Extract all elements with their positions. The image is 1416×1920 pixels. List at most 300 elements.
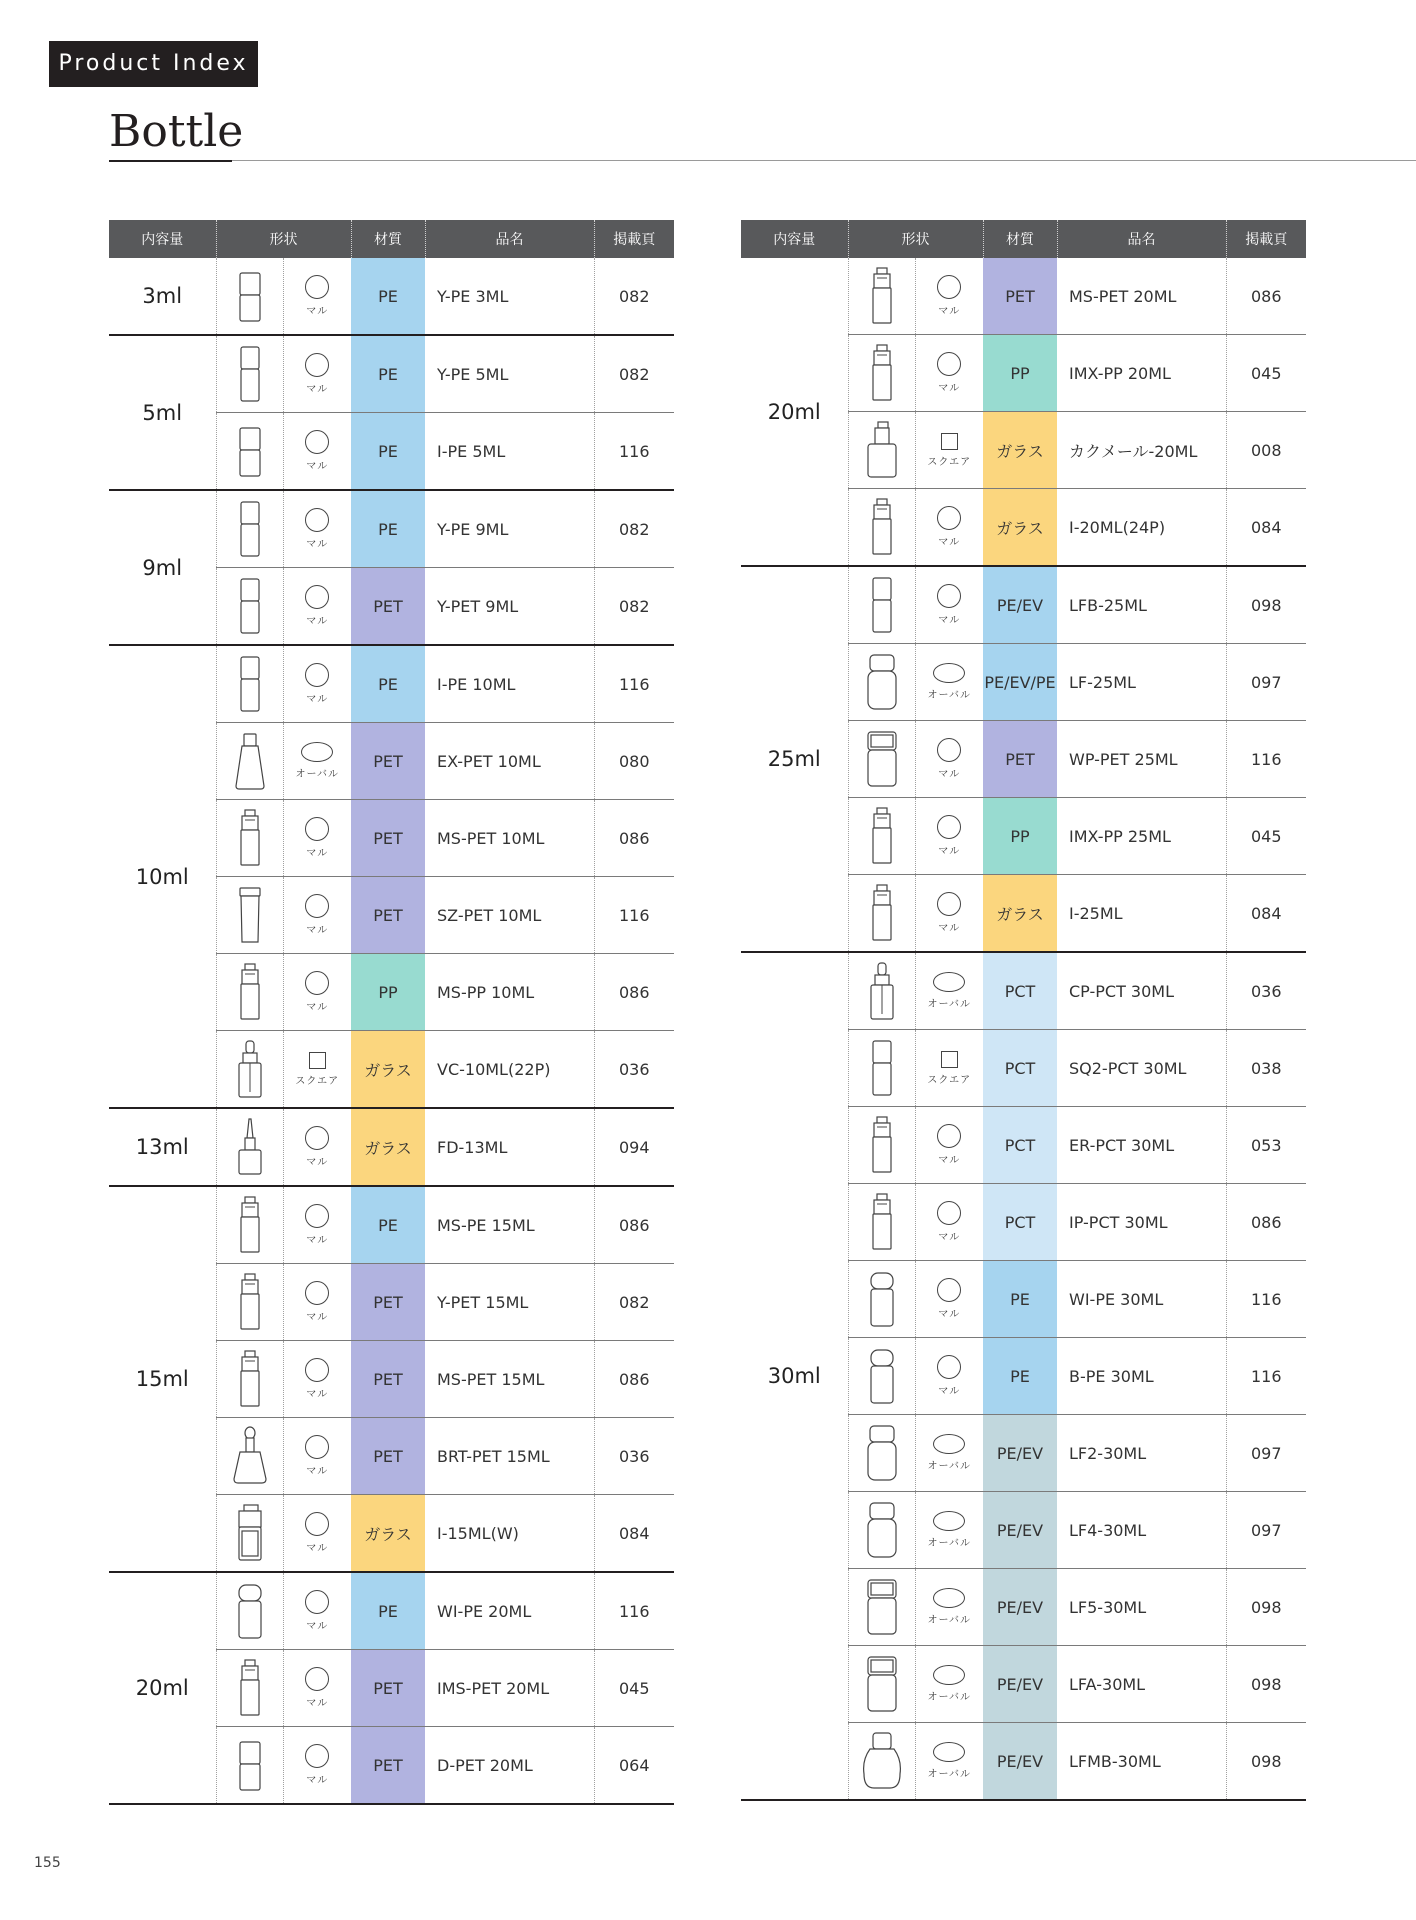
product-name-cell: LF-25ML [1057,644,1226,721]
bottle-image-cell [216,1650,283,1727]
page-ref-cell: 098 [1226,1646,1306,1723]
table-header [741,220,1306,258]
tall-cap-bottle-icon [860,1037,904,1099]
oval-shape-icon [933,1742,965,1762]
wide-cap-bottle-icon [860,728,904,790]
product-name-cell: FD-13ML [425,1108,594,1186]
page-ref-cell: 086 [594,954,674,1031]
bottle-image-cell [216,258,283,335]
material-cell: PE/EV [983,1415,1057,1492]
square-pump-bottle-icon [860,419,904,481]
shape-cell [915,258,983,335]
material-cell: PET [351,723,425,800]
shape-cell [915,489,983,567]
bottle-image-cell [216,800,283,877]
shape-label: マル [938,1386,961,1397]
pump-bottle-icon [860,342,904,404]
pump-bottle-icon [228,1657,272,1719]
shape-cell [283,1495,351,1573]
round-shape-icon [305,894,329,918]
shape-cell [915,335,983,412]
product-name-cell: MS-PET 10ML [425,800,594,877]
product-name-cell: I-15ML(W) [425,1495,594,1573]
round-cap-bottle-icon [228,1580,272,1642]
round-shape-icon [305,1358,329,1382]
bottle-image-cell [216,335,283,413]
page-ref-cell: 086 [1226,258,1306,335]
pump-bottle-icon [860,882,904,944]
material-cell: PE/EV [983,1492,1057,1569]
col-shape: 形状 [216,220,351,258]
page-ref-cell: 097 [1226,1492,1306,1569]
product-name-cell: LF2-30ML [1057,1415,1226,1492]
shape-cell [283,877,351,954]
product-name-cell: IMX-PP 25ML [1057,798,1226,875]
page-ref-cell: 038 [1226,1030,1306,1107]
shape-label: マル [306,1235,329,1246]
shape-label: マル [938,1232,961,1243]
shape-label: オーバル [927,1538,971,1549]
round-shape-icon [937,352,961,376]
capacity-cell: 13ml [109,1108,216,1186]
page-ref-cell: 098 [1226,1569,1306,1646]
shape-cell [283,568,351,646]
round-shape-icon [305,430,329,454]
shape-cell [915,1184,983,1261]
shape-label: オーバル [927,1692,971,1703]
product-name-cell: CP-PCT 30ML [1057,952,1226,1030]
material-cell: PET [351,1418,425,1495]
round-shape-icon [305,1667,329,1691]
shape-cell [283,1264,351,1341]
shape-cell [915,1569,983,1646]
bottle-image-cell [848,412,915,489]
bottle-image-cell [848,875,915,953]
oval-shape-icon [933,1434,965,1454]
product-name-cell: I-PE 10ML [425,645,594,723]
title-underline [109,160,232,162]
page-ref-cell: 097 [1226,1415,1306,1492]
page-ref-cell: 045 [594,1650,674,1727]
product-name-cell: WP-PET 25ML [1057,721,1226,798]
material-cell: PET [351,1727,425,1805]
capacity-cell: 25ml [741,566,848,952]
product-name-cell: Y-PE 5ML [425,335,594,413]
table-row [109,1186,674,1264]
shape-cell [283,258,351,335]
oval-shape-icon [933,663,965,683]
shape-label: スクエア [295,1075,340,1087]
page-number: 155 [34,1855,61,1871]
page-ref-cell: 084 [1226,875,1306,953]
round-shape-icon [305,1435,329,1459]
product-name-cell: VC-10ML(22P) [425,1031,594,1109]
table-row [109,258,674,335]
capacity-cell: 3ml [109,258,216,335]
material-cell: PCT [983,1030,1057,1107]
material-cell: PET [983,258,1057,335]
material-cell: PET [351,800,425,877]
page-ref-cell: 082 [594,568,674,646]
shape-label: マル [938,615,961,626]
shape-label: マル [306,1389,329,1400]
pump-bottle-icon [228,1194,272,1256]
material-cell: PE [351,258,425,335]
col-material: 材質 [351,220,425,258]
oval-tube-bottle-icon [860,1499,904,1561]
shape-label: マル [306,694,329,705]
product-name-cell: LFB-25ML [1057,566,1226,644]
shape-cell [283,335,351,413]
page-ref-cell: 098 [1226,566,1306,644]
round-shape-icon [305,353,329,377]
shape-label: マル [306,616,329,627]
tall-cap-bottle-icon [228,498,272,560]
table-row [741,566,1306,644]
bottle-image-cell [216,1572,283,1650]
capacity-cell: 9ml [109,490,216,645]
shape-cell [283,1418,351,1495]
material-cell: PET [351,877,425,954]
col-name: 品名 [1057,220,1226,258]
round-shape-icon [937,1355,961,1379]
round-shape-icon [937,1124,961,1148]
round-shape-icon [305,971,329,995]
material-cell: ガラス [983,489,1057,567]
capacity-cell: 20ml [741,258,848,566]
shape-cell [915,644,983,721]
page-ref-cell: 064 [594,1727,674,1805]
table-row [109,335,674,413]
material-cell: PE/EV [983,566,1057,644]
material-cell: PET [351,1264,425,1341]
page-ref-cell: 082 [594,335,674,413]
oval-shape-icon [933,1588,965,1608]
shape-label: マル [306,925,329,936]
page-ref-cell: 082 [594,1264,674,1341]
tube-bottle-icon [228,884,272,946]
tall-cap-bottle-icon [228,653,272,715]
product-name-cell: MS-PET 20ML [1057,258,1226,335]
shape-label: マル [938,537,961,548]
product-name-cell: SQ2-PCT 30ML [1057,1030,1226,1107]
short-cap-bottle-icon [228,265,272,327]
shape-cell [915,1415,983,1492]
product-name-cell: D-PET 20ML [425,1727,594,1805]
product-name-cell: MS-PE 15ML [425,1186,594,1264]
pump-bottle-icon [228,807,272,869]
square-shape-icon [941,1051,958,1068]
col-shape: 形状 [848,220,983,258]
shape-cell [915,1646,983,1723]
shape-label: マル [306,1621,329,1632]
pump-bottle-icon [228,1348,272,1410]
round-shape-icon [305,275,329,299]
shape-cell [915,1030,983,1107]
page-ref-cell: 116 [1226,1261,1306,1338]
bottle-image-cell [216,645,283,723]
bottle-image-cell [848,1107,915,1184]
page-ref-cell: 116 [594,645,674,723]
round-shape-icon [305,1590,329,1614]
shape-cell [283,413,351,491]
round-shape-icon [305,817,329,841]
product-name-cell: I-20ML(24P) [1057,489,1226,567]
material-cell: PET [351,568,425,646]
fancy-bottle-icon [860,1730,904,1792]
table-row [741,258,1306,335]
bottle-image-cell [216,1031,283,1109]
product-name-cell: SZ-PET 10ML [425,877,594,954]
product-name-cell: B-PE 30ML [1057,1338,1226,1415]
page-ref-cell: 036 [1226,952,1306,1030]
shape-label: マル [306,461,329,472]
table-row [109,1108,674,1186]
bottle-image-cell [216,954,283,1031]
shape-cell [283,1108,351,1186]
bottle-image-cell [216,490,283,568]
product-name-cell: WI-PE 30ML [1057,1261,1226,1338]
page-ref-cell: 082 [594,490,674,568]
square-shape-icon [309,1052,326,1069]
shape-label: マル [306,1775,329,1786]
shape-label: マル [938,769,961,780]
round-shape-icon [937,584,961,608]
round-shape-icon [305,585,329,609]
shape-label: マル [938,846,961,857]
shape-cell [915,412,983,489]
shape-label: マル [306,1002,329,1013]
material-cell: ガラス [351,1031,425,1109]
bottle-image-cell [848,1261,915,1338]
shape-label: マル [306,384,329,395]
dropper-bottle-icon [228,1038,272,1100]
tall-cap-bottle-icon [228,343,272,405]
capacity-cell: 5ml [109,335,216,490]
material-cell: PCT [983,1107,1057,1184]
bottle-image-cell [216,723,283,800]
material-cell: PE [351,645,425,723]
shape-cell [915,721,983,798]
shape-cell [283,1031,351,1109]
shape-cell [283,490,351,568]
bottle-image-cell [216,1727,283,1805]
material-cell: PE [351,1186,425,1264]
shape-label: マル [306,306,329,317]
round-shape-icon [305,1744,329,1768]
product-name-cell: ER-PCT 30ML [1057,1107,1226,1184]
shape-cell [915,875,983,953]
col-material: 材質 [983,220,1057,258]
page-ref-cell: 080 [594,723,674,800]
table-row [109,645,674,723]
product-name-cell: Y-PE 3ML [425,258,594,335]
shape-label: マル [938,383,961,394]
bottle-image-cell [216,1418,283,1495]
page-ref-cell: 086 [594,800,674,877]
round-shape-icon [305,1204,329,1228]
shape-cell [283,723,351,800]
round-shape-icon [305,663,329,687]
product-name-cell: IMX-PP 20ML [1057,335,1226,412]
bottle-image-cell [848,1569,915,1646]
material-cell: ガラス [983,875,1057,953]
page-title: Bottle [109,106,244,157]
bottle-image-cell [848,335,915,412]
oval-shape-icon [301,742,333,762]
short-cap-bottle-icon [228,1734,272,1796]
bottle-image-cell [216,1264,283,1341]
product-name-cell: LF5-30ML [1057,1569,1226,1646]
airless-bottle-icon [228,1502,272,1564]
oval-shape-icon [933,1511,965,1531]
material-cell: PE/EV [983,1646,1057,1723]
product-name-cell: カクメール-20ML [1057,412,1226,489]
shape-label: オーバル [927,1615,971,1626]
page-ref-cell: 008 [1226,412,1306,489]
page-ref-cell: 084 [594,1495,674,1573]
bottle-image-cell [848,1723,915,1801]
material-cell: PE/EV/PE [983,644,1057,721]
pump-bottle-icon [228,1271,272,1333]
capacity-cell: 30ml [741,952,848,1800]
round-shape-icon [937,738,961,762]
material-cell: PE [351,1572,425,1650]
shape-label: マル [306,1466,329,1477]
short-cap-bottle-icon [228,420,272,482]
product-name-cell: LFMB-30ML [1057,1723,1226,1801]
shape-cell [915,1261,983,1338]
material-cell: PE [351,335,425,413]
wide-cap-bottle-icon [860,1576,904,1638]
capacity-cell: 10ml [109,645,216,1108]
shape-label: マル [306,1312,329,1323]
oval-tube-bottle-icon [860,1422,904,1484]
col-capacity: 内容量 [741,220,848,258]
pump-bottle-icon [860,1191,904,1253]
shape-cell [283,1727,351,1805]
left-index-table [109,220,674,1805]
round-shape-icon [937,815,961,839]
page-ref-cell: 086 [594,1341,674,1418]
oval-shape-icon [933,972,965,992]
page-ref-cell: 116 [594,1572,674,1650]
round-shape-icon [937,275,961,299]
material-cell: PE [351,490,425,568]
shape-label: マル [938,923,961,934]
shape-label: マル [306,1543,329,1554]
product-name-cell: MS-PET 15ML [425,1341,594,1418]
wide-cap-bottle-icon [860,1653,904,1715]
page-ref-cell: 116 [594,877,674,954]
material-cell: ガラス [351,1495,425,1573]
shape-label: スクエア [927,1074,972,1086]
table-row [741,952,1306,1030]
bottle-image-cell [848,1492,915,1569]
bottle-image-cell [848,721,915,798]
product-name-cell: LF4-30ML [1057,1492,1226,1569]
material-cell: PE [983,1261,1057,1338]
tall-cap-bottle-icon [860,574,904,636]
round-cap-bottle-icon [860,1345,904,1407]
bulb-dropper-bottle-icon [228,1425,272,1487]
product-name-cell: MS-PP 10ML [425,954,594,1031]
round-shape-icon [937,1278,961,1302]
page-ref-cell: 036 [594,1031,674,1109]
shape-cell [283,1341,351,1418]
shape-cell [283,1572,351,1650]
shape-label: マル [306,1157,329,1168]
shape-label: マル [938,306,961,317]
oval-tube-bottle-icon [860,651,904,713]
shape-cell [915,1338,983,1415]
table-row [109,490,674,568]
shape-cell [283,1650,351,1727]
material-cell: PP [983,335,1057,412]
material-cell: ガラス [351,1108,425,1186]
nozzle-bottle-icon [228,1116,272,1178]
product-name-cell: IMS-PET 20ML [425,1650,594,1727]
title-rule [232,160,1416,161]
page-ref-cell: 086 [1226,1184,1306,1261]
shape-cell [915,798,983,875]
material-cell: ガラス [983,412,1057,489]
page-ref-cell: 045 [1226,798,1306,875]
bottle-image-cell [848,258,915,335]
bottle-image-cell [216,568,283,646]
bottle-image-cell [848,1646,915,1723]
square-shape-icon [941,433,958,450]
dropper-bottle-icon [860,960,904,1022]
pump-bottle-icon [228,961,272,1023]
shape-label: マル [306,1698,329,1709]
bottle-image-cell [848,1338,915,1415]
table-row [109,1572,674,1650]
bottle-image-cell [848,566,915,644]
shape-label: スクエア [927,456,972,468]
shape-cell [283,954,351,1031]
bottle-image-cell [216,413,283,491]
round-cap-bottle-icon [860,1268,904,1330]
shape-label: マル [938,1155,961,1166]
product-name-cell: Y-PET 9ML [425,568,594,646]
round-shape-icon [937,1201,961,1225]
material-cell: PE [351,413,425,491]
product-name-cell: WI-PE 20ML [425,1572,594,1650]
shape-cell [283,800,351,877]
round-shape-icon [305,1281,329,1305]
page-ref-cell: 116 [1226,1338,1306,1415]
bottle-image-cell [216,1495,283,1573]
round-shape-icon [305,1512,329,1536]
material-cell: PET [983,721,1057,798]
page-ref-cell: 094 [594,1108,674,1186]
right-index-table [741,220,1306,1801]
material-cell: PET [351,1650,425,1727]
page-ref-cell: 097 [1226,644,1306,721]
pump-bottle-icon [860,1114,904,1176]
round-shape-icon [937,892,961,916]
bottle-image-cell [216,877,283,954]
shape-label: オーバル [927,1769,971,1780]
product-index-badge: Product Index [49,41,258,87]
pump-bottle-icon [860,805,904,867]
bottle-image-cell [216,1341,283,1418]
product-name-cell: BRT-PET 15ML [425,1418,594,1495]
shape-cell [915,566,983,644]
shape-cell [283,645,351,723]
shape-cell [915,952,983,1030]
